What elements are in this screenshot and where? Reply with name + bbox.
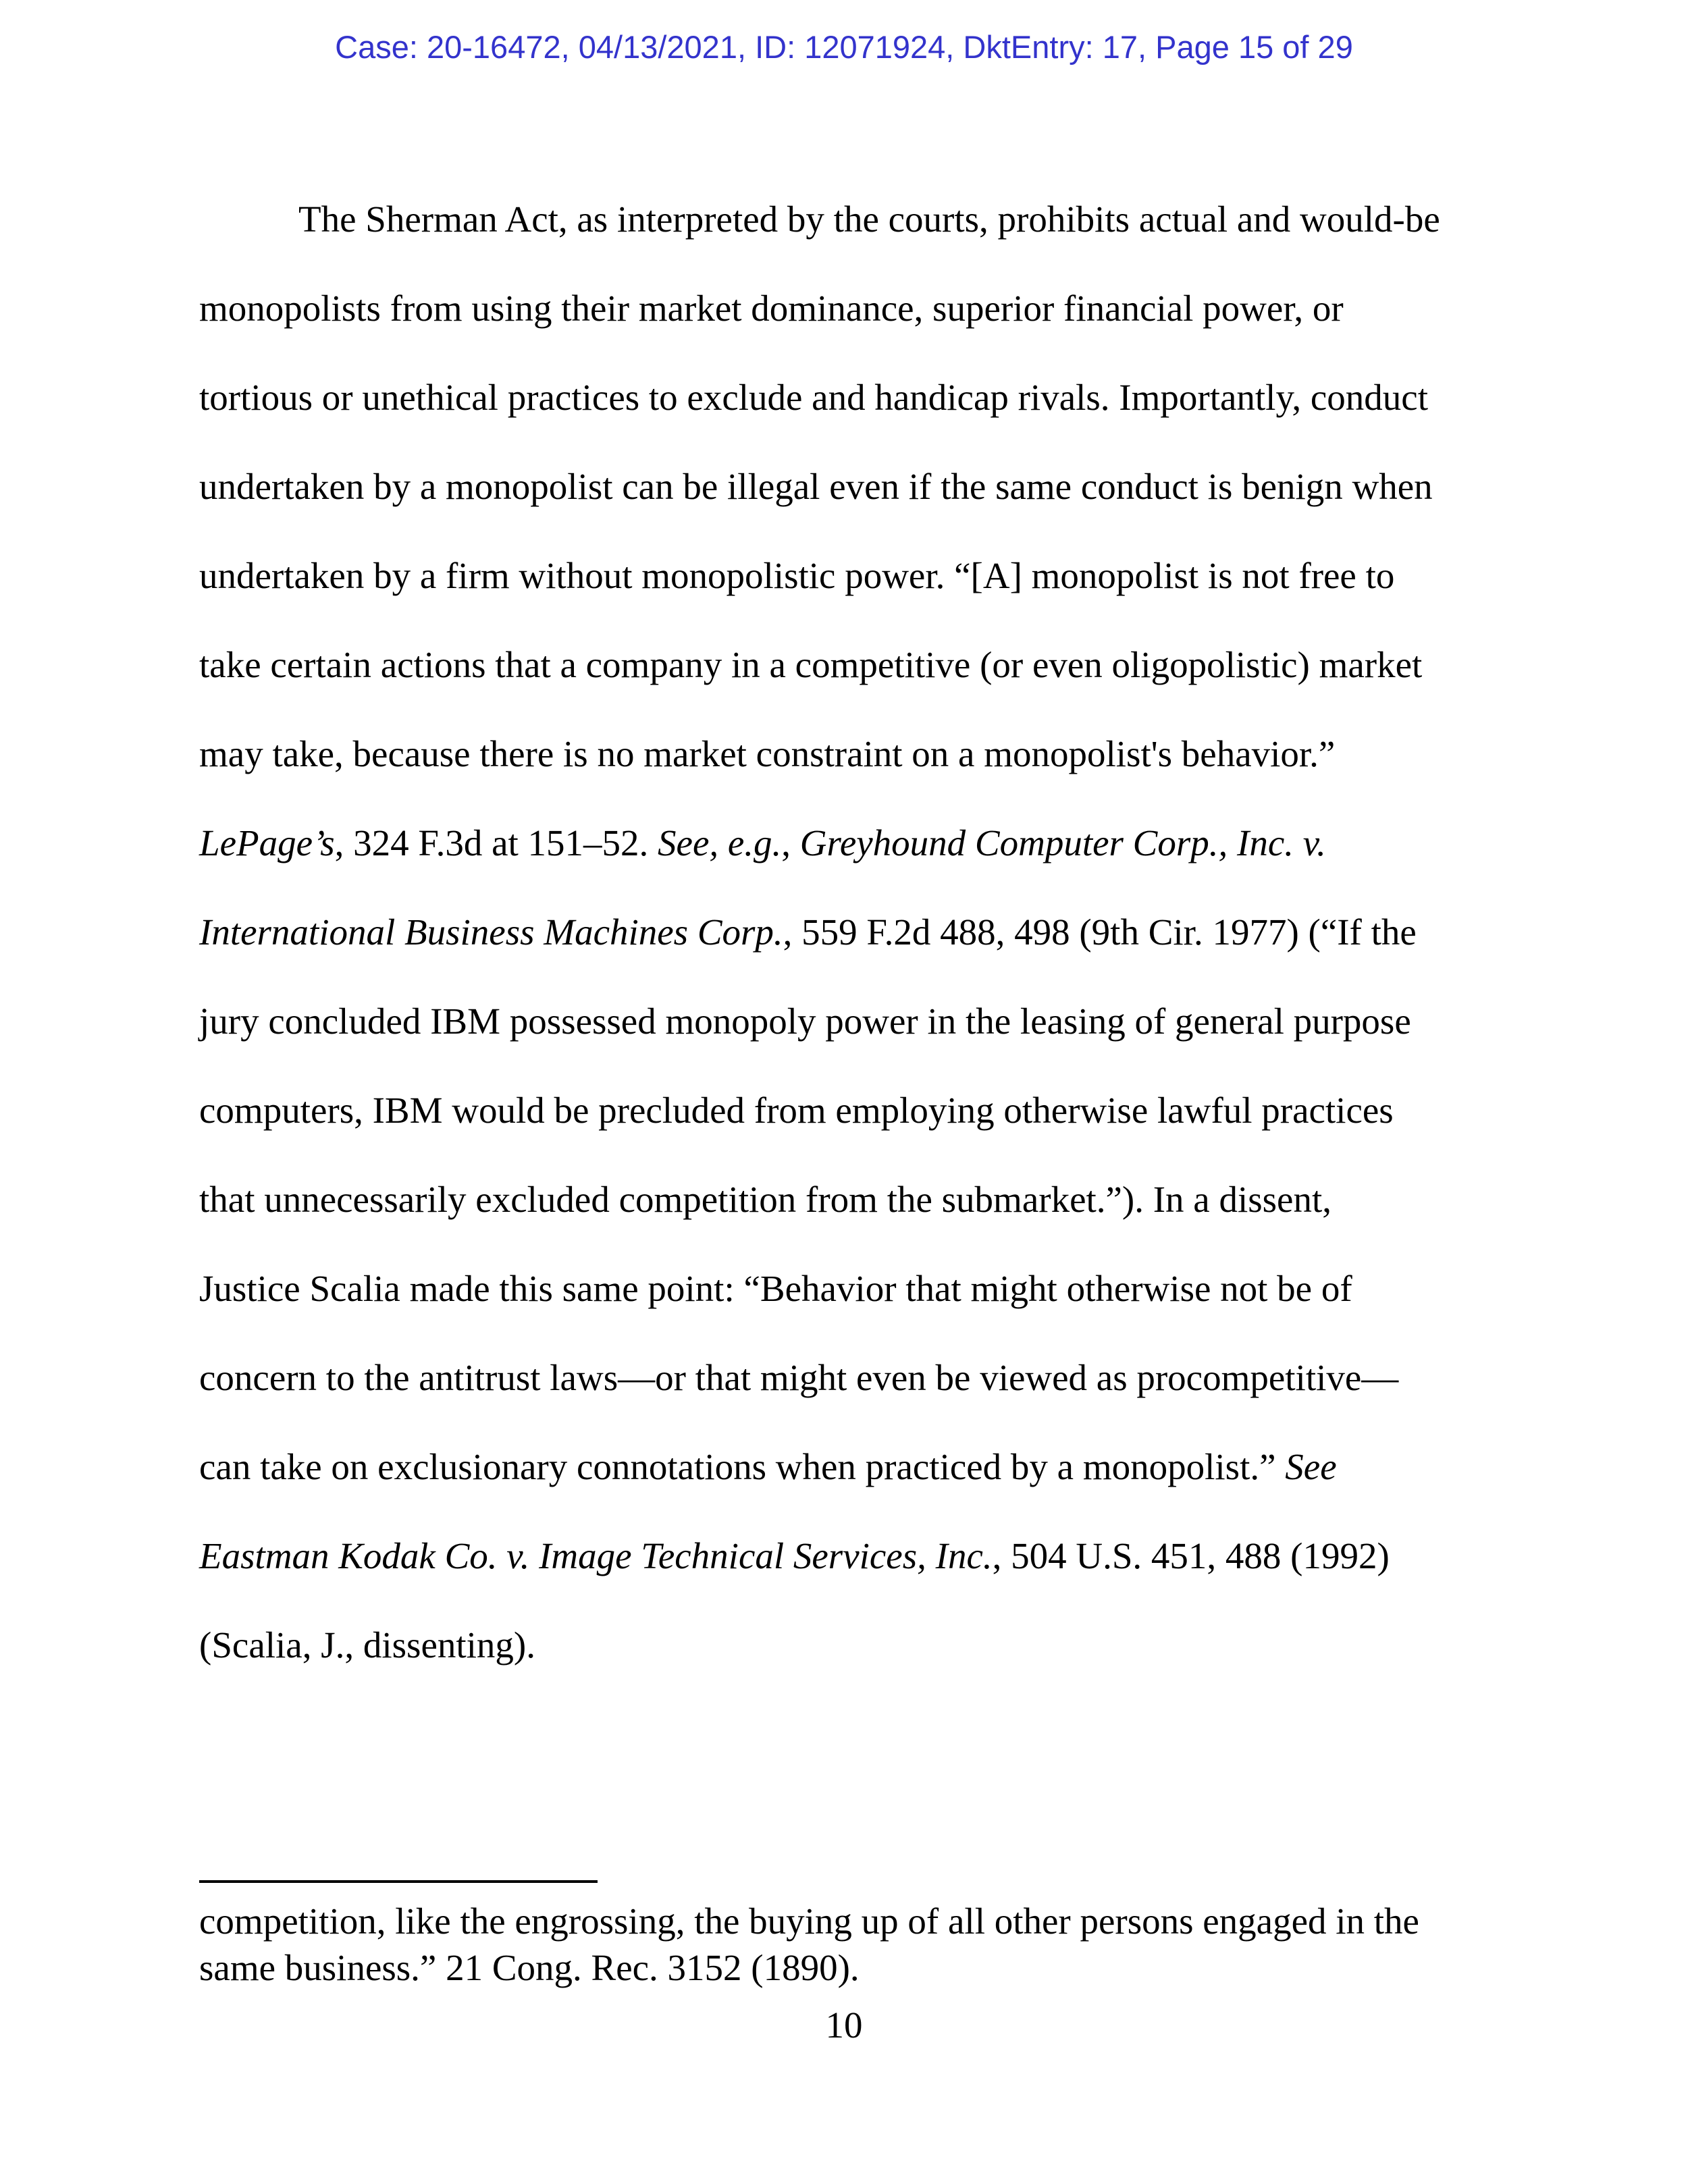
citation-text: , 559 F.2d 488, 498 (9th Cir. 1977) (“If the: [783, 911, 1417, 953]
body-line-8: [199, 824, 1326, 861]
body-line-1: The Sherman Act, as interpreted by the courts, prohibits actual and would-be: [298, 198, 1440, 240]
footnote-line-2: same business.” 21 Cong. Rec. 3152 (1890).: [199, 1947, 860, 1988]
citation-text: , 324 F.3d at 151–52.: [334, 822, 658, 863]
case-name-greyhound: Greyhound Computer Corp., Inc. v.: [799, 822, 1326, 863]
body-line-16: [199, 1537, 1390, 1574]
footnote-line-1: competition, like the engrossing, the buying up of all other persons engaged in the: [199, 1900, 1419, 1942]
citation-text: ,: [781, 822, 800, 863]
body-line-7: may take, because there is no market constraint on a monopolist's behavior.”: [199, 733, 1336, 774]
case-name-lepage: LePage’s: [199, 822, 335, 863]
body-line-11: computers, IBM would be precluded from employing otherwise lawful practices: [199, 1090, 1394, 1131]
body-line-10: jury concluded IBM possessed monopoly power in the leasing of general purpose: [199, 1001, 1411, 1042]
citation-signal: See, e.g.: [658, 822, 782, 863]
body-line-12: that unnecessarily excluded competition from the submarket.”). In a dissent,: [199, 1179, 1331, 1220]
case-name-kodak: Eastman Kodak Co. v. Image Technical Services, Inc.: [199, 1535, 993, 1576]
case-name-ibm: International Business Machines Corp.: [199, 911, 783, 953]
body-line-3: tortious or unethical practices to exclude and handicap rivals. Importantly, conduct: [199, 377, 1428, 418]
body-text: can take on exclusionary connotations when practiced by a monopolist.”: [199, 1446, 1286, 1487]
case-header: Case: 20-16472, 04/13/2021, ID: 12071924, DktEntry: 17, Page 15 of 29: [335, 29, 1353, 65]
body-line-6: take certain actions that a company in a competitive (or even oligopolistic) market: [199, 644, 1423, 685]
body-line-14: concern to the antitrust laws—or that might even be viewed as procompetitive—: [199, 1357, 1399, 1398]
citation-text: , 504 U.S. 451, 488 (1992): [992, 1535, 1390, 1576]
body-line-4: undertaken by a monopolist can be illegal even if the same conduct is benign when: [199, 466, 1433, 507]
body-line-5: undertaken by a firm without monopolistic power. “[A] monopolist is not free to: [199, 555, 1395, 596]
body-line-9: [199, 913, 1417, 951]
page-number: 10: [825, 2004, 863, 2046]
citation-signal: See: [1285, 1446, 1337, 1487]
body-line-17: (Scalia, J., dissenting).: [199, 1624, 535, 1666]
footnote-divider: [199, 1880, 598, 1883]
body-line-2: monopolists from using their market dominance, superior financial power, or: [199, 288, 1344, 329]
body-line-15: [199, 1448, 1337, 1485]
body-line-13: Justice Scalia made this same point: “Behavior that might otherwise not be of: [199, 1268, 1352, 1309]
